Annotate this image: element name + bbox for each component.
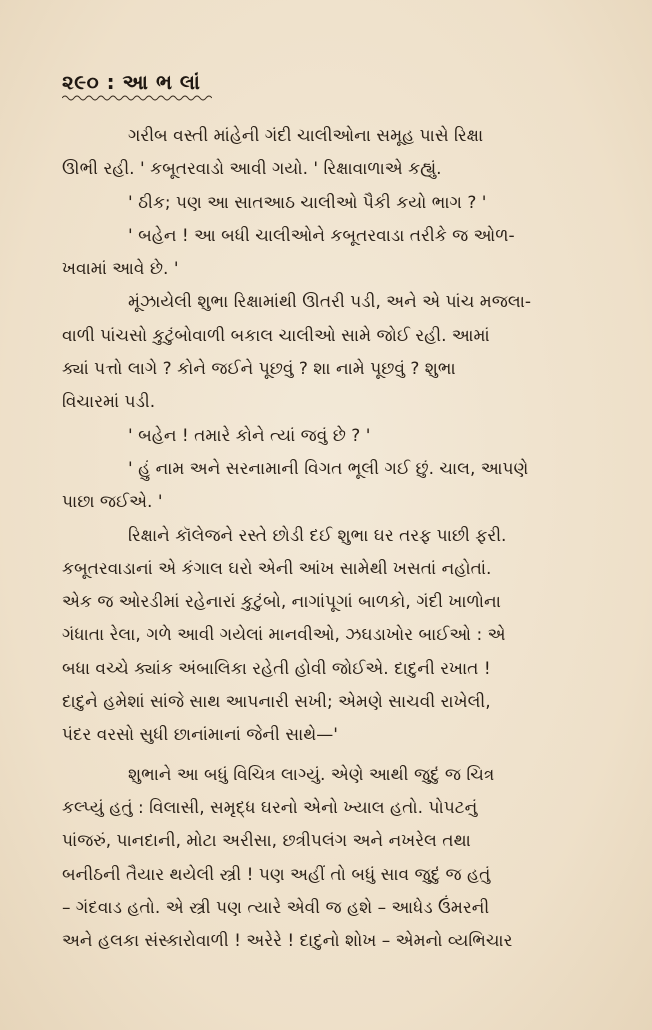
text-line: પાંજરું, પાનદાની, મોટા અરીસા, છત્રીપલંગ અને નખરેલ તથા [62,831,471,852]
text-line: એક જ ઓરડીમાં રહેનારાં કુટુંબો, નાગાંપૂગાં બાળકો, ગંદી ખાળોના [62,592,501,613]
text-line: મૂંઝાયેલી શુભા રિક્ષામાંથી ઊતરી પડી, અને એ પાંચ મજલા- [128,292,532,313]
text-line: કલ્પ્યું હતું : વિલાસી, સમૃદ્ધ ઘરનો એનો ખ્યાલ હતો. પોપટનું [62,797,478,818]
text-line: રિક્ષાને કૉલેજને રસ્તે છોડી દઈ શુભા ઘર તરફ પાછી ફરી. [128,525,507,546]
text-line: પંદર વરસો સુધી છાનાંમાનાં જેની સાથે—' [62,725,338,746]
text-line: – ગંદવાડ હતો. એ સ્ત્રી પણ ત્યારે એવી જ હશે – આધેડ ઉંમરની [62,897,490,918]
text-line: ' બહેન ! આ બધી ચાલીઓને કબૂતરવાડા તરીકે જ ઓળ- [128,225,515,246]
paragraph [62,187,596,220]
text-line: બધા વચ્ચે ક્યાંક અંબાલિકા રહેતી હોવી જોઈએ. દાદુની રખાત ! [62,658,491,679]
text-line: ' હું નામ અને સરનામાની વિગત ભૂલી ગઈ છું. ચાલ, આપણે [128,458,529,479]
paragraph [62,286,596,419]
text-line: વાળી પાંચસો કુટુંબોવાળી બકાલ ચાલીઓ સામે જોઈ રહી. આમાં [62,325,490,346]
text-line: ' ઠીક; પણ આ સાતઆઠ ચાલીઓ પૈકી કયો ભાગ ? ' [128,192,487,213]
text-line: ' બહેન ! તમારે કોને ત્યાં જવું છે ? ' [128,425,371,446]
page-number-and-title: ૨૯૦ : આ ભ લાં [62,70,201,94]
text-line: વિચારમાં પડી. [62,392,156,413]
text-line: ગરીબ વસ્તી માંહેની ગંદી ચાલીઓના સમૂહ પાસે રિક્ષા [128,126,484,146]
text-line: દાદુને હમેશાં સાંજે સાથ આપનારી સખી; એમણે સાચવી રાખેલી, [62,692,491,713]
text-line: ગંધાતા રેલા, ગળે આવી ગયેલાં માનવીઓ, ઝઘડાખોર બાઈઓ : એ [62,625,506,646]
wavy-underline-icon [62,94,212,102]
text-line: ખવામાં આવે છે. ' [62,259,179,280]
text-line: ઊભી રહી. ' કબૂતરવાડો આવી ગયો. ' રિક્ષાવાળાએ કહ્યું. [62,159,442,180]
body-text [62,120,596,958]
text-line: કબૂતરવાડાનાં એ કંગાલ ઘરો એની આંખ સામેથી ખસતાં નહોતાં. [62,558,492,579]
paragraph [62,220,596,287]
paragraph [62,759,596,959]
paragraph [62,520,596,753]
text-line: અને હલકા સંસ્કારોવાળી ! અરેરે ! દાદુનો શોખ – એમનો વ્યભિચાર [62,931,513,952]
text-line: બનીઠની તૈયાર થયેલી સ્ત્રી ! પણ અહીં તો બધું સાવ જુદું જ હતું [62,864,491,885]
page-header [62,70,262,102]
paragraph [62,420,596,453]
paragraph [62,453,596,520]
text-line: પાછા જઈએ. ' [62,492,163,513]
paragraph [62,120,596,187]
text-line: શુભાને આ બધું વિચિત્ર લાગ્યું. એણે આથી જુદું જ ચિત્ર [128,764,495,785]
text-line: ક્યાં પત્તો લાગે ? કોને જઈને પૂછવું ? શા નામે પૂછવું ? શુભા [62,359,456,380]
